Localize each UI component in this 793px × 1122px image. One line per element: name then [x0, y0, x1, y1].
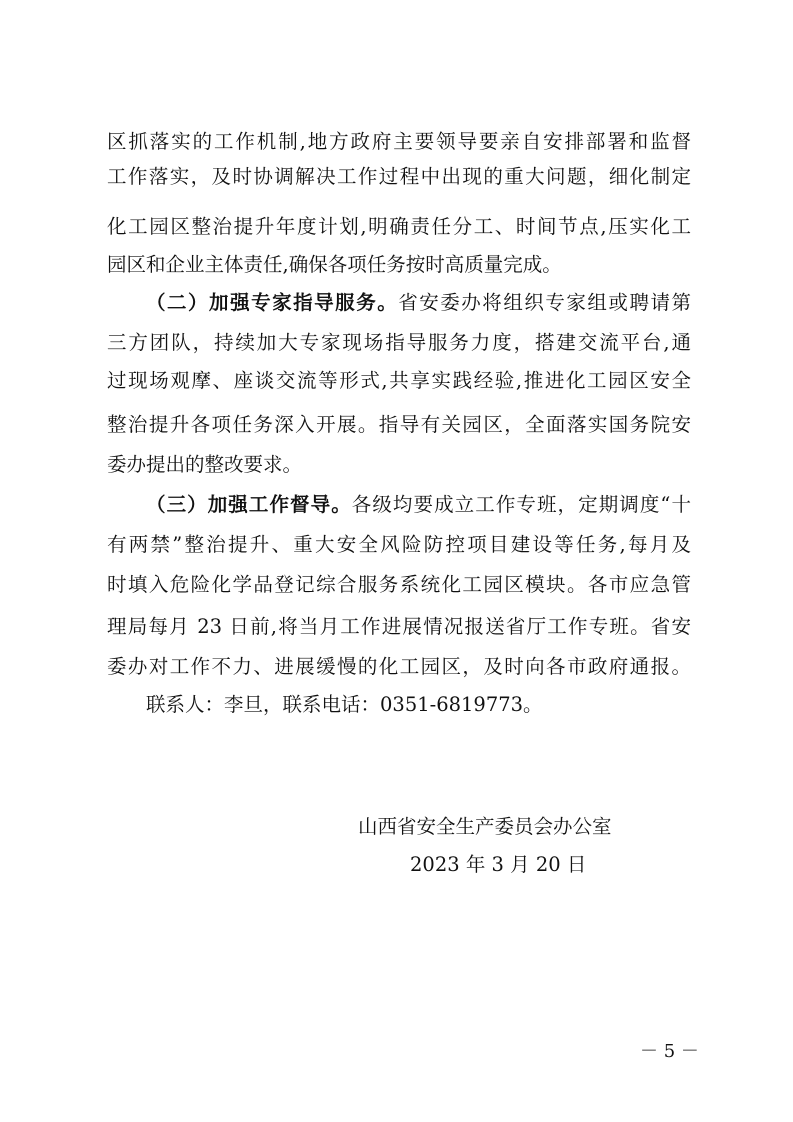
- paragraph-2-line-1: [146, 288, 691, 318]
- paragraph-3-heading: （三）加强工作督导。: [146, 493, 352, 516]
- paragraph-3-line-3: 时填入危险化学品登记综合服务系统化工园区模块。各市应急管: [107, 573, 691, 596]
- paragraph-3-line-2: 有两禁”整治提升、重大安全风险防控项目建设等任务,每月及: [107, 533, 691, 556]
- signature-date: 2023 年 3 月 20 日: [410, 853, 587, 876]
- paragraph-2-line-3: 过现场观摩、座谈交流等形式,共享实践经验,推进化工园区安全: [107, 369, 691, 392]
- paragraph-3-line-1-text: 各级均要成立工作专班，定期调度“十: [351, 493, 691, 516]
- paragraph-2-line-4: 整治提升各项任务深入开展。指导有关园区，全面落实国务院安: [107, 413, 691, 436]
- paragraph-1-line-3: 化工园区整治提升年度计划,明确责任分工、时间节点,压实化工: [107, 215, 691, 238]
- paragraph-2-line-2: 三方团队，持续加大专家现场指导服务力度，搭建交流平台,通: [107, 331, 691, 354]
- paragraph-3-line-1: [146, 490, 691, 520]
- paragraph-3-line-5: 委办对工作不力、进展缓慢的化工园区，及时向各市政府通报。: [107, 655, 691, 678]
- contact-line: 联系人：李旦，联系电话：0351-6819773。: [146, 693, 543, 716]
- paragraph-2-heading: （二）加强专家指导服务。: [146, 291, 399, 314]
- paragraph-2-line-1-text: 省安委办将组织专家组或聘请第: [398, 291, 691, 314]
- paragraph-1-line-2: 工作落实，及时协调解决工作过程中出现的重大问题，细化制定: [107, 165, 691, 188]
- paragraph-3-line-4: 理局每月 23 日前,将当月工作进展情况报送省厅工作专班。省安: [107, 615, 691, 638]
- signature-organization: 山西省安全生产委员会办公室: [358, 815, 612, 838]
- paragraph-2-line-5: 委办提出的整改要求。: [107, 453, 303, 476]
- paragraph-1-line-4: 园区和企业主体责任,确保各项任务按时高质量完成。: [107, 253, 562, 276]
- page-number: － 5 －: [640, 1041, 699, 1062]
- paragraph-1-line-1: 区抓落实的工作机制,地方政府主要领导要亲自安排部署和监督: [107, 130, 691, 153]
